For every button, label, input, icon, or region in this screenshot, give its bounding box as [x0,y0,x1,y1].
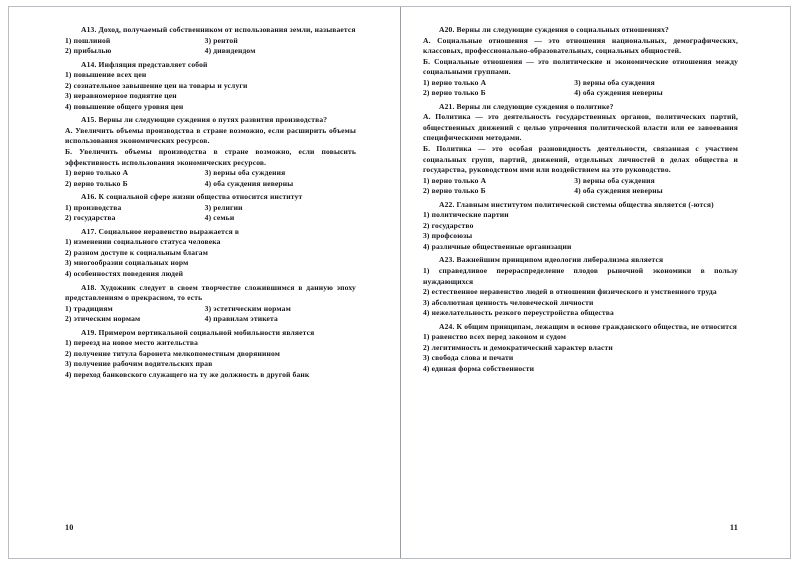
question-stem [65,60,356,71]
question-text: Социальное неравенство выражается в [98,226,240,236]
judgement-b: Б. Политика — это особая разновидность деятельности, связанная с участием социальных групп, партий, движений, отдельных личностей в делах общества и государства, руководством ими или воздействием на это руководство. [423,144,738,175]
question-text: Доход, получаемый собственником от использования земли, называется [98,25,356,34]
option-1[interactable]: 1) равенство всех перед законом и судом [423,332,567,342]
left-page-column [65,25,356,501]
option-3[interactable]: 3) эстетическим нормам [204,303,291,313]
question-stem [65,227,356,238]
question-text: Художник следует в своем творчестве сложившимся в данную эпоху представлениям о прекрасном, то есть [65,282,356,303]
option-2[interactable]: 2) верно только Б [423,88,486,98]
question-text: Инфляция представляет собой [98,59,208,69]
question-text: Важнейшим принципом идеологии либерализма является [456,255,664,265]
option-row [423,186,738,197]
option-2[interactable]: 2) верно только Б [423,186,486,196]
page-number-right: 11 [729,523,738,532]
judgement-a: А. Социальные отношения — это отношения национальных, демографических, классовых, профессионально-образовательных, социальных общностей. [423,35,738,56]
option-4[interactable]: 4) оба суждения неверны [574,186,663,196]
option-row [65,168,356,179]
question-code: A14. [81,59,97,69]
question-code: A19. [81,327,97,337]
option-2[interactable]: 2) верно только Б [65,178,128,188]
right-page-column [423,25,738,501]
question-item [423,200,738,253]
option-3[interactable]: 3) получение рабочим водительских прав [65,359,213,369]
question-text: Верны ли следующие суждения о политике? [456,101,614,111]
judgement-a: А. Увеличить объемы производства в стране возможно, если расширить объемы использования экономических ресурсов. [65,125,356,146]
question-item [65,283,356,325]
question-item [423,255,738,318]
question-stem [423,322,738,333]
question-stem [65,328,356,339]
option-4[interactable]: 4) оба суждения неверны [204,178,294,188]
option-row [423,88,738,99]
question-item [65,227,356,280]
option-row [65,304,356,315]
question-code: A21. [439,101,455,111]
option-4[interactable]: 4) семьи [204,213,235,223]
option-3[interactable]: 3) свобода слова и печати [423,353,514,363]
option-row [65,36,356,47]
option-row [65,314,356,325]
option-row [65,213,356,224]
question-item [423,102,738,197]
scanned-page-frame [8,6,791,559]
question-code: A23. [439,255,455,265]
option-3[interactable]: 3) рентой [204,35,238,45]
question-code: A24. [439,321,455,331]
option-3[interactable]: 3) верны оба суждения [204,168,286,178]
question-item [65,192,356,224]
question-code: A17. [81,226,97,236]
question-item [65,25,356,57]
book-spread [9,7,790,558]
option-3[interactable]: 3) абсолютная ценность человеческой личности [423,297,594,307]
judgement-b: Б. Социальные отношения — это политические и экономические отношения между социальными группами. [423,56,738,77]
option-4[interactable]: 4) правилам этикета [204,314,278,324]
option-4[interactable]: 4) повышение общего уровня цен [65,101,184,111]
question-item [65,115,356,189]
question-text: Примером вертикальной социальной мобильности является [98,327,315,337]
option-2[interactable]: 2) этическим нормам [65,314,141,324]
option-row [423,78,738,89]
question-stem [65,25,356,36]
option-4[interactable]: 4) различные общественные организации [423,241,572,251]
left-page [9,7,401,558]
question-item [423,322,738,375]
option-2[interactable]: 2) государства [65,213,116,223]
option-2[interactable]: 2) разном доступе к социальным благам [65,247,208,257]
question-item [423,25,738,99]
question-stem [423,200,738,211]
option-1[interactable]: 1) изменении социального статуса человека [65,237,221,247]
question-stem [65,115,356,126]
option-2[interactable]: 2) получение титула баронета мелкопоместным дворянином [65,348,281,358]
option-1[interactable]: 1) справедливое перераспределение плодов рыночной экономики в пользу нуждающихся [423,266,738,286]
option-2[interactable]: 2) сознательное завышение цен на товары и услуги [65,80,248,90]
option-3[interactable]: 3) многообразии социальных норм [65,258,189,268]
question-text: Верны ли следующие суждения о путях развития производства? [98,115,328,125]
option-4[interactable]: 4) оба суждения неверны [574,88,663,98]
option-1[interactable]: 1) верно только А [423,77,487,87]
question-code: A15. [81,115,97,125]
question-stem [65,283,356,304]
option-4[interactable]: 4) дивидендом [204,46,256,56]
question-code: A16. [81,192,97,202]
question-text: К социальной сфере жизни общества относится институт [98,192,303,202]
question-stem [65,192,356,203]
option-1[interactable]: 1) производства [65,202,122,212]
option-1[interactable]: 1) верно только А [65,168,129,178]
option-3[interactable]: 3) религии [204,202,243,212]
question-stem [423,102,738,113]
option-row [65,203,356,214]
option-2[interactable]: 2) государство [423,220,474,230]
option-row [423,176,738,187]
question-code: A20. [439,25,455,34]
option-4[interactable]: 4) нежелательность резкого переустройства общества [423,308,614,318]
question-text: Главным институтом политической системы общества является (-ются) [456,199,714,209]
option-3[interactable]: 3) профсоюзы [423,231,473,241]
option-row [65,179,356,190]
option-4[interactable]: 4) особенностях поведения людей [65,269,184,279]
question-item [65,328,356,381]
option-3[interactable]: 3) верны оба суждения [574,175,655,185]
option-3[interactable]: 3) верны оба суждения [574,77,655,87]
option-2[interactable]: 2) легитимность и демократический характер власти [423,342,613,352]
page-number-left: 10 [65,523,74,532]
option-4[interactable]: 4) переход банковского служащего на ту же должность в другой банк [65,369,310,379]
option-1[interactable]: 1) верно только А [423,175,487,185]
question-text: К общим принципам, лежащим в основе гражданского общества, не относится [456,321,737,331]
option-1[interactable]: 1) повышение всех цен [65,70,147,80]
question-stem [423,25,738,36]
right-page [401,7,790,558]
option-1[interactable]: 1) переезд на новое место жительства [65,338,198,348]
question-code: A13. [81,25,97,34]
option-row [65,46,356,57]
question-text: Верны ли следующие суждения о социальных отношениях? [456,25,669,34]
option-2[interactable]: 2) прибылью [65,46,112,56]
question-code: A18. [81,282,97,292]
question-item [65,60,356,113]
option-1[interactable]: 1) традициям [65,303,113,313]
option-2[interactable]: 2) естественное неравенство людей в отношении физического и умственного труда [423,287,717,297]
judgement-b: Б. Увеличить объемы производства в стране возможно, если повысить эффективность использования экономических ресурсов. [65,147,356,167]
question-code: A22. [439,199,455,209]
judgement-a: А. Политика — это деятельность государственных органов, политических партий, общественных движений с целью упрочения политической власти или ее завоевания специфическими методами. [423,112,738,143]
option-1[interactable]: 1) пошлиной [65,35,111,45]
option-1[interactable]: 1) политические партии [423,210,509,220]
option-4[interactable]: 4) единая форма собственности [423,363,535,373]
question-stem [423,255,738,266]
option-3[interactable]: 3) неравномерное поднятие цен [65,91,177,101]
